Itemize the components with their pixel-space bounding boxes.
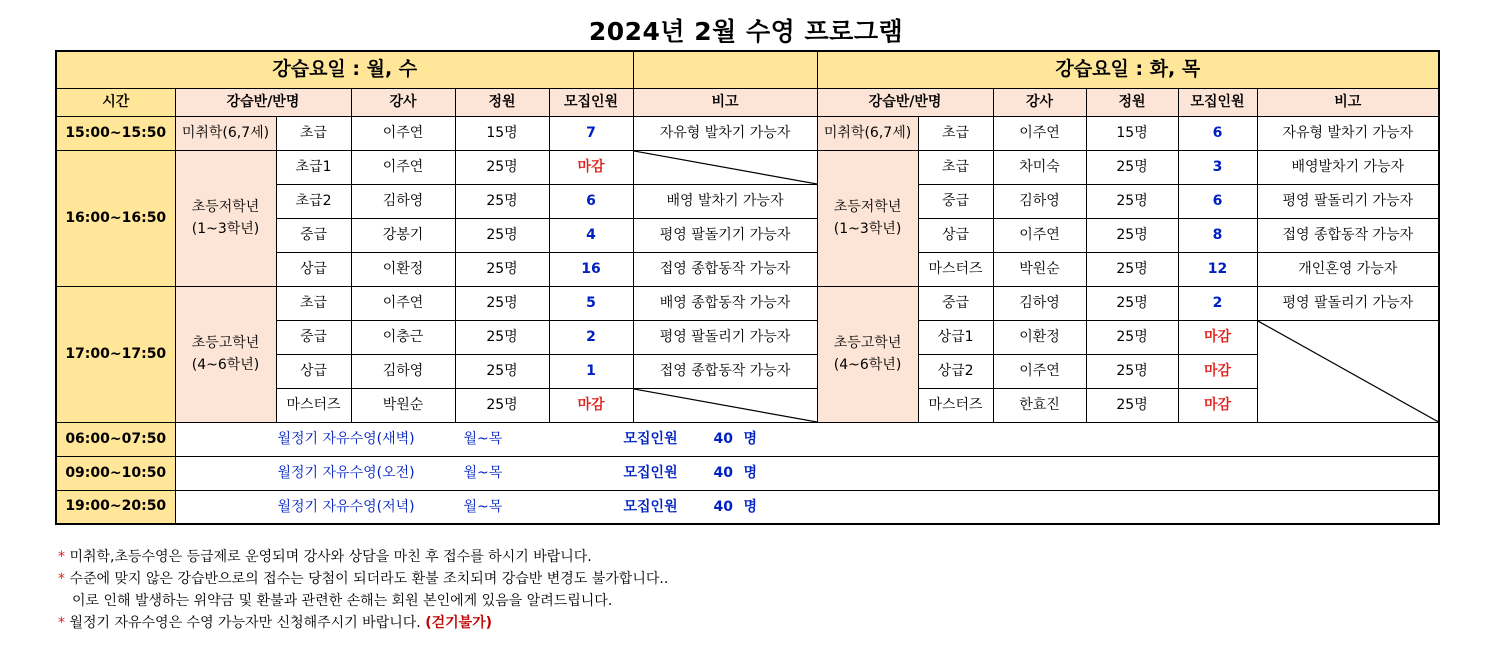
instructor-cell: 이충근 [351,320,455,354]
recruit-cell: 12 [1178,252,1257,286]
capacity-cell: 25명 [455,184,549,218]
free-swim-row [175,490,1439,524]
notes-section [58,546,668,634]
level-cell: 초급2 [276,184,351,218]
instructor-cell: 이주연 [351,286,455,320]
capacity-cell: 25명 [455,354,549,388]
recruit-cell: 8 [1178,218,1257,252]
level-cell: 마스터즈 [918,388,993,422]
capacity-cell: 25명 [455,252,549,286]
free-swim-count: 40 [713,430,733,447]
recruit-cell: 6 [549,184,633,218]
time-cell: 09:00~10:50 [56,456,175,490]
note-cell: 배영발차기 가능자 [1257,150,1439,184]
recruit-cell: 3 [1178,150,1257,184]
free-swim-unit: 명 [743,430,758,447]
recruit-cell: 마감 [1178,388,1257,422]
diagonal-line [634,151,817,184]
empty-note-cell [1257,320,1439,422]
free-swim-days: 월~목 [463,464,503,481]
schedule-table [55,50,1440,525]
note-text: 이로 인해 발생하는 위약금 및 환불과 관련한 손해는 회원 본인에게 있음을 알려드립니다. [72,593,613,609]
free-swim-days: 월~목 [463,498,503,515]
free-swim-row [175,456,1439,490]
level-cell: 중급 [276,218,351,252]
recruit-cell: 마감 [549,150,633,184]
level-cell: 상급2 [918,354,993,388]
bullet-star-icon: * [58,571,65,587]
instructor-cell: 이주연 [993,218,1086,252]
recruit-cell: 마감 [1178,320,1257,354]
level-cell: 상급 [918,218,993,252]
recruit-cell: 6 [1178,116,1257,150]
capacity-cell: 15명 [1086,116,1178,150]
instructor-cell: 이주연 [351,116,455,150]
note-cell: 배영 종합동작 가능자 [633,286,817,320]
instructor-cell: 이주연 [993,354,1086,388]
header-instructor: 강사 [993,88,1086,116]
free-swim-label: 모집인원 [623,430,678,447]
capacity-cell: 25명 [1086,150,1178,184]
header-blank [633,51,817,88]
free-swim-count: 40 [713,464,733,481]
level-cell: 초급 [918,150,993,184]
group-lower: 초등저학년 (1~3학년) [817,150,918,286]
instructor-cell: 강봉기 [351,218,455,252]
instructor-cell: 이환정 [993,320,1086,354]
capacity-cell: 25명 [1086,320,1178,354]
group-preschool: 미취학(6,7세) [175,116,276,150]
note-cell: 평영 팔돌리기 가능자 [633,320,817,354]
no-walking-warning: (걷기불가) [425,615,493,631]
header-note: 비고 [1257,88,1439,116]
capacity-cell: 25명 [455,320,549,354]
instructor-cell: 김하영 [351,354,455,388]
header-instructor: 강사 [351,88,455,116]
bullet-star-icon: * [58,615,65,631]
free-swim-label: 모집인원 [623,464,678,481]
level-cell: 중급 [276,320,351,354]
note-cell: 평영 팔돌기기 가능자 [633,218,817,252]
note-line [58,568,668,590]
free-swim-unit: 명 [743,498,758,515]
note-cell: 평영 팔돌리기 가능자 [1257,184,1439,218]
time-cell: 06:00~07:50 [56,422,175,456]
level-cell: 중급 [918,286,993,320]
header-capacity: 정원 [1086,88,1178,116]
capacity-cell: 25명 [455,218,549,252]
empty-note-cell [633,388,817,422]
time-cell: 15:00~15:50 [56,116,175,150]
header-class: 강습반/반명 [817,88,993,116]
group-preschool: 미취학(6,7세) [817,116,918,150]
group-upper: 초등고학년 (4~6학년) [817,286,918,422]
capacity-cell: 25명 [1086,252,1178,286]
days-tue-thu: 강습요일 : 화, 목 [817,51,1439,88]
instructor-cell: 박원순 [993,252,1086,286]
empty-note-cell [633,150,817,184]
free-swim-count: 40 [713,498,733,515]
group-upper: 초등고학년 (4~6학년) [175,286,276,422]
free-swim-row [175,422,1439,456]
capacity-cell: 25명 [1086,286,1178,320]
instructor-cell: 차미숙 [993,150,1086,184]
note-cell: 접영 종합동작 가능자 [1257,218,1439,252]
capacity-cell: 25명 [1086,184,1178,218]
free-swim-name: 월정기 자유수영(오전) [277,464,415,481]
diagonal-line [634,389,817,422]
bullet-star-icon: * [58,549,65,565]
note-cell: 자유형 발차기 가능자 [633,116,817,150]
instructor-cell: 한효진 [993,388,1086,422]
recruit-cell: 마감 [1178,354,1257,388]
time-cell: 17:00~17:50 [56,286,175,422]
note-text: 미취학,초등수영은 등급제로 운영되며 강사와 상담을 마친 후 접수를 하시기 바랍니다. [69,549,592,565]
note-cell: 접영 종합동작 가능자 [633,354,817,388]
note-line [58,612,668,634]
capacity-cell: 25명 [1086,388,1178,422]
level-cell: 초급1 [276,150,351,184]
capacity-cell: 25명 [455,286,549,320]
header-time: 시간 [56,88,175,116]
level-cell: 초급 [918,116,993,150]
note-text: 월정기 자유수영은 수영 가능자만 신청해주시기 바랍니다. [69,615,421,631]
level-cell: 초급 [276,116,351,150]
capacity-cell: 15명 [455,116,549,150]
instructor-cell: 이주연 [351,150,455,184]
free-swim-label: 모집인원 [623,498,678,515]
recruit-cell: 4 [549,218,633,252]
recruit-cell: 2 [549,320,633,354]
level-cell: 상급 [276,252,351,286]
recruit-cell: 마감 [549,388,633,422]
instructor-cell: 김하영 [993,286,1086,320]
diagonal-line [1258,321,1439,422]
note-line [58,590,668,612]
header-recruit: 모집인원 [1178,88,1257,116]
recruit-cell: 7 [549,116,633,150]
level-cell: 마스터즈 [918,252,993,286]
capacity-cell: 25명 [1086,354,1178,388]
free-swim-unit: 명 [743,464,758,481]
days-mon-wed: 강습요일 : 월, 수 [56,51,633,88]
note-cell: 평영 팔돌리기 가능자 [1257,286,1439,320]
recruit-cell: 16 [549,252,633,286]
instructor-cell: 김하영 [351,184,455,218]
note-cell: 접영 종합동작 가능자 [633,252,817,286]
recruit-cell: 5 [549,286,633,320]
recruit-cell: 1 [549,354,633,388]
time-cell: 19:00~20:50 [56,490,175,524]
header-class: 강습반/반명 [175,88,351,116]
free-swim-days: 월~목 [463,430,503,447]
capacity-cell: 25명 [455,388,549,422]
header-note: 비고 [633,88,817,116]
capacity-cell: 25명 [455,150,549,184]
group-lower: 초등저학년 (1~3학년) [175,150,276,286]
instructor-cell: 김하영 [993,184,1086,218]
note-text: 수준에 맞지 않은 강습반으로의 접수는 당첨이 되더라도 환불 조치되며 강습반 변경도 불가합니다.. [69,571,669,587]
time-cell: 16:00~16:50 [56,150,175,286]
free-swim-name: 월정기 자유수영(저녁) [277,498,415,515]
instructor-cell: 이환정 [351,252,455,286]
instructor-cell: 이주연 [993,116,1086,150]
page-title: 2024년 2월 수영 프로그램 [588,17,904,46]
recruit-cell: 2 [1178,286,1257,320]
note-cell: 배영 발차기 가능자 [633,184,817,218]
level-cell: 상급 [276,354,351,388]
header-capacity: 정원 [455,88,549,116]
level-cell: 초급 [276,286,351,320]
capacity-cell: 25명 [1086,218,1178,252]
header-recruit: 모집인원 [549,88,633,116]
instructor-cell: 박원순 [351,388,455,422]
note-line [58,546,668,568]
recruit-cell: 6 [1178,184,1257,218]
level-cell: 중급 [918,184,993,218]
note-cell: 개인혼영 가능자 [1257,252,1439,286]
note-cell: 자유형 발차기 가능자 [1257,116,1439,150]
level-cell: 마스터즈 [276,388,351,422]
level-cell: 상급1 [918,320,993,354]
free-swim-name: 월정기 자유수영(새벽) [277,430,415,447]
